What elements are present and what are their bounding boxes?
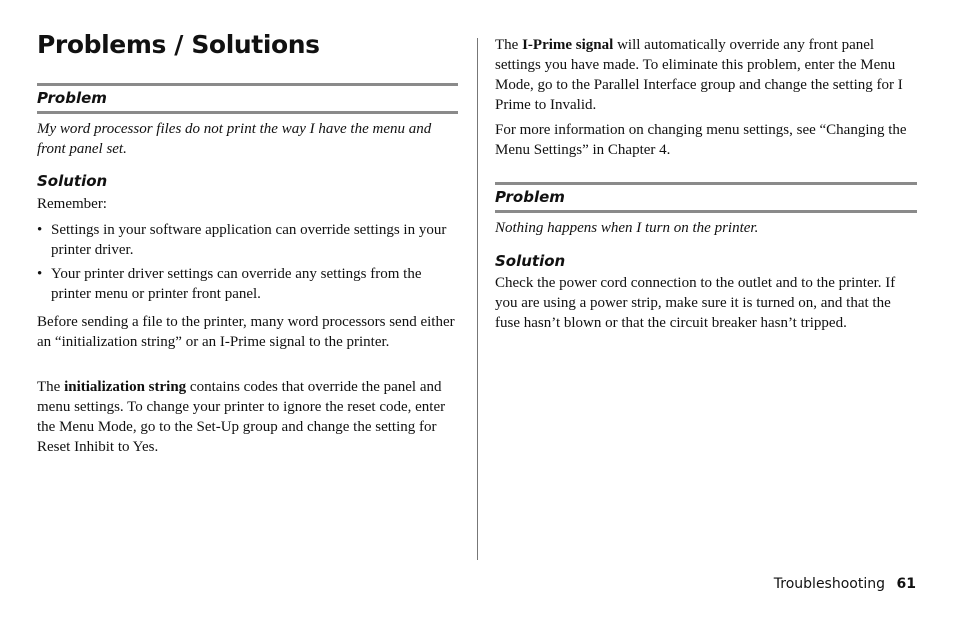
problem-description: My word processor files do not print the way I have the menu and front panel set. (37, 121, 432, 157)
bullet-text: Settings in your software application can override settings in your printer driver. (51, 222, 447, 258)
paragraph-before-sending: Before sending a file to the printer, many word processors send either an “initialization string” or an I-Prime signal to the printer. (37, 314, 455, 350)
remember-label: Remember: (37, 196, 107, 212)
column-divider (477, 38, 478, 560)
solution-text: Check the power cord connection to the outlet and to the printer. If you are using a power strip, make sure it is turned on, and that the fuse hasn’t blown or that the circuit breaker hasn’t tripped. (495, 275, 896, 331)
footer-section-name: Troubleshooting (773, 576, 885, 592)
paragraph-lead: The (37, 379, 65, 395)
bullet-item (37, 220, 458, 260)
solution-heading: Solution (495, 252, 566, 270)
paragraph-rest: contains codes that override the panel and menu settings. To change your printer to ignore the reset code, enter the Menu Mode, go to the Set-Up group and change the setting for Reset Inhibit to Yes. (37, 379, 446, 455)
problem-description: Nothing happens when I turn on the printer. (495, 220, 759, 236)
paragraph-rest: will automatically override any front panel settings you have made. To eliminate this problem, enter the Menu Mode, go to the Parallel Interface group and change the setting for I Prime to Invalid. (495, 37, 903, 113)
paragraph-iprime-signal (495, 35, 917, 115)
bullet-marker: • (37, 222, 43, 238)
problem-heading-band (495, 182, 917, 213)
paragraph-more-info: For more information on changing menu settings, see “Changing the Menu Settings” in Chapter 4. (495, 122, 907, 158)
page-number: 61 (896, 576, 916, 592)
problem-heading: Problem (495, 188, 565, 206)
bullet-item (37, 264, 458, 304)
paragraph-initialization-string (37, 377, 458, 457)
solution-heading: Solution (37, 172, 108, 190)
bullet-text: Your printer driver settings can override any settings from the printer menu or printer front panel. (51, 266, 422, 302)
paragraph-lead: The (495, 37, 523, 53)
bullet-marker: • (37, 266, 43, 282)
bold-term: I-Prime signal (522, 37, 614, 53)
problem-heading: Problem (37, 89, 107, 107)
problem-heading-band (37, 83, 458, 114)
bold-term: initialization string (64, 379, 187, 395)
page-title: Problems / Solutions (37, 30, 320, 59)
